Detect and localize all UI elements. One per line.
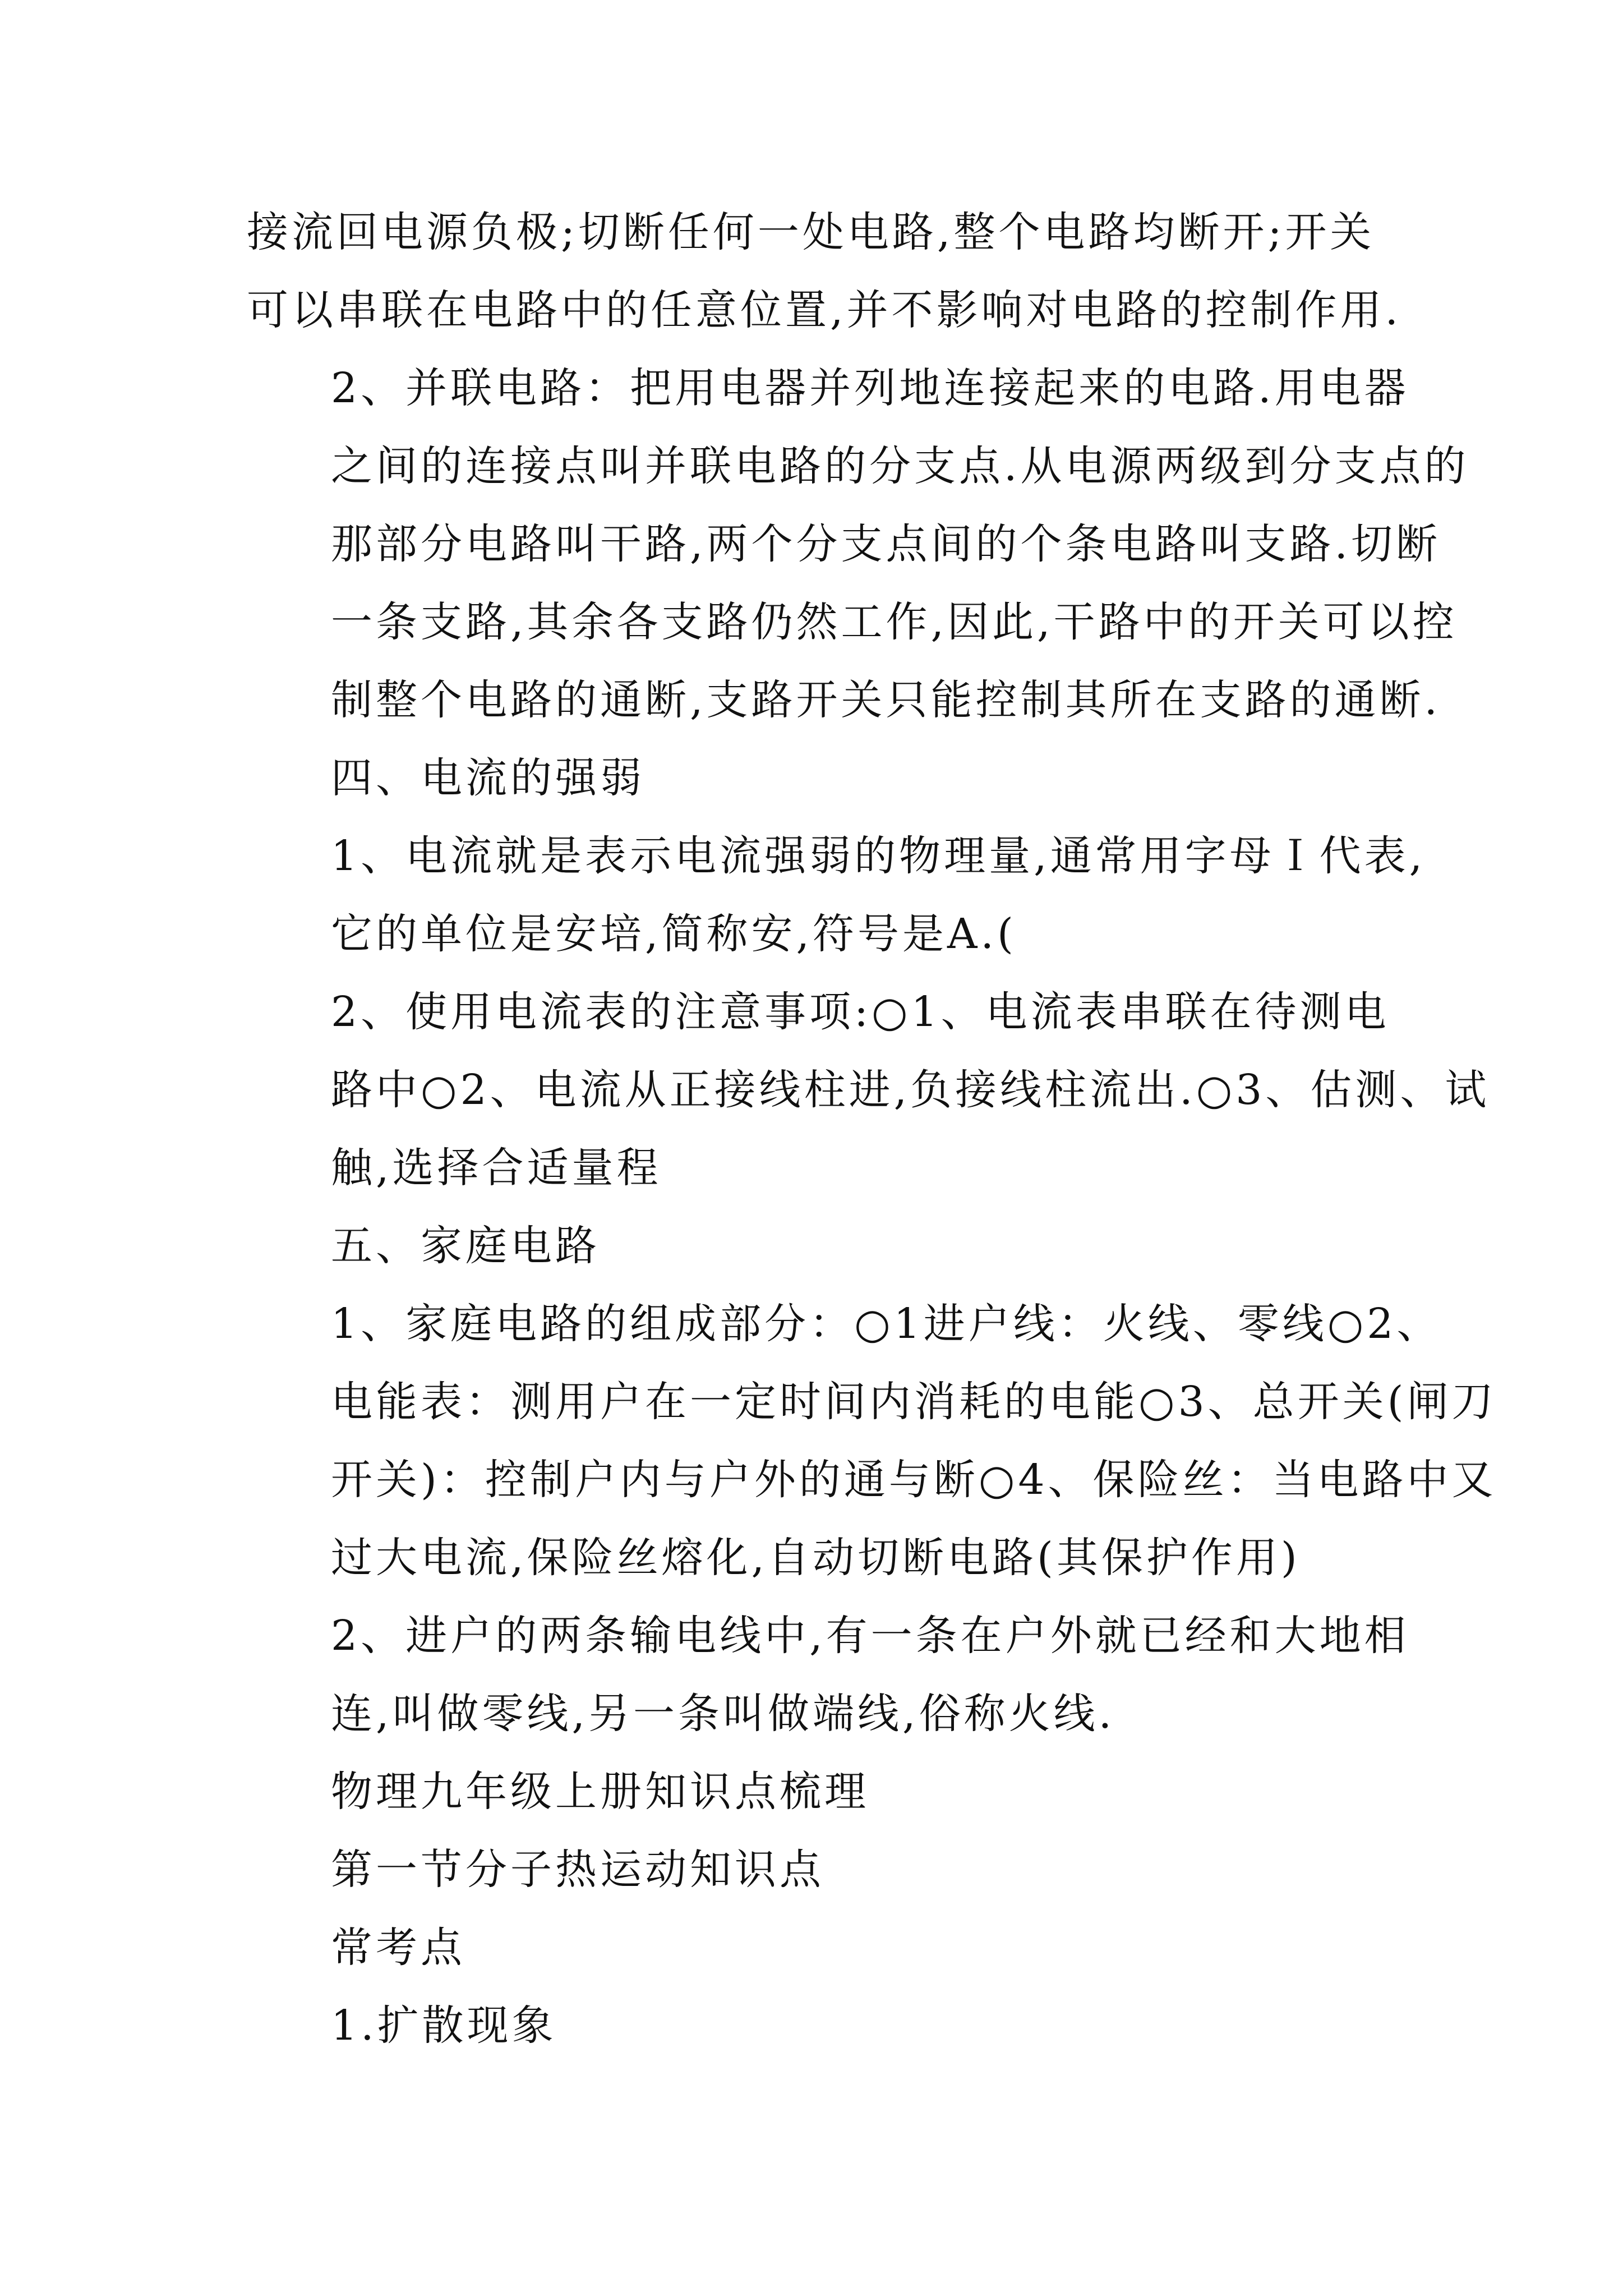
text-line: 开关)：控制户内与户外的通与断○4、保险丝：当电路中又 — [331, 1456, 1497, 1504]
text-line: 之间的连接点叫并联电路的分支点.从电源两级到分支点的 — [331, 442, 1469, 490]
heading-text: 第一节分子热运动知识点 — [331, 1846, 824, 1894]
text-line: 2、并联电路：把用电器并列地连接起来的电路.用电器 — [331, 364, 1409, 412]
text-line: 过大电流,保险丝熔化,自动切断电路(其保护作用) — [331, 1534, 1301, 1582]
text-line: 它的单位是安培,简称安,符号是A.( — [331, 910, 1017, 958]
text-line: 那部分电路叫干路,两个分支点间的个条电路叫支路.切断 — [331, 520, 1441, 568]
heading-text: 1.扩散现象 — [331, 2001, 557, 2050]
heading-text: 五、家庭电路 — [331, 1222, 600, 1270]
paragraph-current-definition — [247, 817, 1426, 973]
section-heading-diffusion — [247, 1987, 1391, 2065]
text-line: 电能表：测用户在一定时间内消耗的电能○3、总开关(闸刀 — [331, 1378, 1497, 1426]
text-line: 路中○2、电流从正接线柱进,负接线柱流出.○3、估测、试 — [331, 1066, 1490, 1114]
paragraph-series-circuit-end — [247, 194, 1402, 349]
paragraph-household-components — [247, 1285, 1497, 1597]
text-line: 连,叫做零线,另一条叫做端线,俗称火线. — [331, 1690, 1115, 1738]
paragraph-ammeter-notes — [247, 973, 1490, 1207]
text-line: 一条支路,其余各支路仍然工作,因此,干路中的开关可以控 — [331, 598, 1458, 646]
section-heading-common-points — [247, 1909, 1391, 1987]
heading-text: 常考点 — [331, 1924, 465, 1972]
paragraph-parallel-circuit — [247, 349, 1469, 739]
paragraph-service-wires — [247, 1597, 1409, 1753]
text-line: 接流回电源负极;切断任何一处电路,整个电路均断开;开关 — [247, 208, 1375, 256]
heading-text: 物理九年级上册知识点梳理 — [331, 1768, 869, 1816]
text-line: 触,选择合适量程 — [331, 1144, 662, 1192]
section-heading-current-strength — [247, 739, 1391, 817]
section-heading-grade9-physics — [247, 1753, 1391, 1831]
text-line: 1、电流就是表示电流强弱的物理量,通常用字母Ｉ代表, — [331, 832, 1426, 880]
text-line: 制整个电路的通断,支路开关只能控制其所在支路的通断. — [331, 676, 1441, 724]
text-line: 2、使用电流表的注意事项:○1、电流表串联在待测电 — [331, 988, 1390, 1036]
text-line: 可以串联在电路中的任意位置,并不影响对电路的控制作用. — [247, 286, 1402, 334]
text-line: 2、进户的两条输电线中,有一条在户外就已经和大地相 — [331, 1612, 1409, 1660]
section-heading-molecular-motion — [247, 1831, 1391, 1909]
section-heading-household-circuit — [247, 1207, 1391, 1285]
heading-text: 四、电流的强弱 — [331, 754, 645, 802]
text-line: 1、家庭电路的组成部分：○1进户线：火线、零线○2、 — [331, 1300, 1442, 1348]
document-body — [247, 194, 1497, 2065]
